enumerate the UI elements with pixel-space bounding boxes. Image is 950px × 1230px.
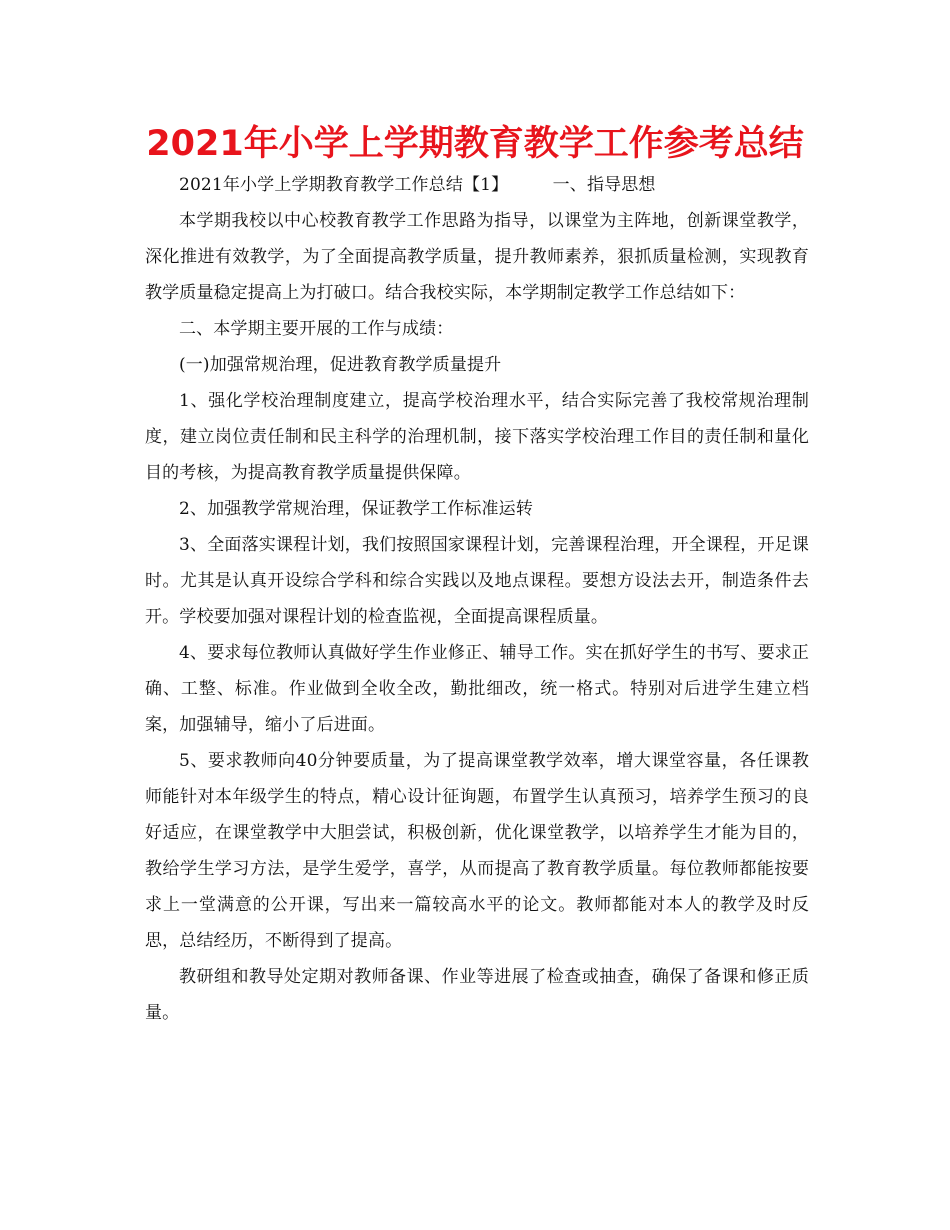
- paragraph-item-5: 5、要求教师向40分钟要质量，为了提高课堂教学效率，增大课堂容量，各任课教师能针对本年级学生的特点，精心设计征询题，布置学生认真预习，培养学生预习的良好适应，在课堂教学中大胆尝试，积极创新，优化课堂教学，以培养学生才能为目的，教给学生学习方法，是学生爱学，喜学，从而提高了教育教学质量。每位教师都能按要求上一堂满意的公开课，写出来一篇较高水平的论文。教师都能对本人的教学及时反思，总结经历，不断得到了提高。: [145, 751, 809, 951]
- paragraph-item-3: 3、全面落实课程计划，我们按照国家课程计划，完善课程治理，开全课程，开足课时。尤其是认真开设综合学科和综合实践以及地点课程。要想方设法去开，制造条件去开。学校要加强对课程计划的检查监视，全面提高课程质量。: [145, 535, 809, 627]
- document-title: 2021年小学上学期教育教学工作参考总结: [146, 124, 804, 164]
- subtitle-line: 2021年小学上学期教育教学工作总结【1】 一、指导思想: [179, 175, 656, 195]
- paragraph-item-4: 4、要求每位教师认真做好学生作业修正、辅导工作。实在抓好学生的书写、要求正确、工整、标准。作业做到全收全改，勤批细改，统一格式。特别对后进学生建立档案，加强辅导，缩小了后进面。: [145, 643, 809, 735]
- paragraph-item-1: 1、强化学校治理制度建立，提高学校治理水平，结合实际完善了我校常规治理制度，建立岗位责任制和民主科学的治理机制，接下落实学校治理工作目的责任制和量化目的考核，为提高教育教学质量提供保障。: [145, 391, 809, 483]
- document-body: [145, 167, 809, 1031]
- paragraph-item-2: 2、加强教学常规治理，保证教学工作标准运转: [179, 499, 533, 519]
- heading-main-work: 二、本学期主要开展的工作与成绩：: [179, 319, 454, 339]
- heading-routine-management: (一)加强常规治理，促进教育教学质量提升: [179, 355, 502, 375]
- paragraph-guiding-thought: 本学期我校以中心校教育教学工作思路为指导，以课堂为主阵地，创新课堂教学，深化推进有效教学，为了全面提高教学质量，提升教师素养，狠抓质量检测，实现教育教学质量稳定提高上为打破口。结合我校实际，本学期制定教学工作总结如下：: [145, 211, 809, 303]
- paragraph-teaching-research: 教研组和教导处定期对教师备课、作业等进展了检查或抽查，确保了备课和修正质量。: [145, 967, 809, 1023]
